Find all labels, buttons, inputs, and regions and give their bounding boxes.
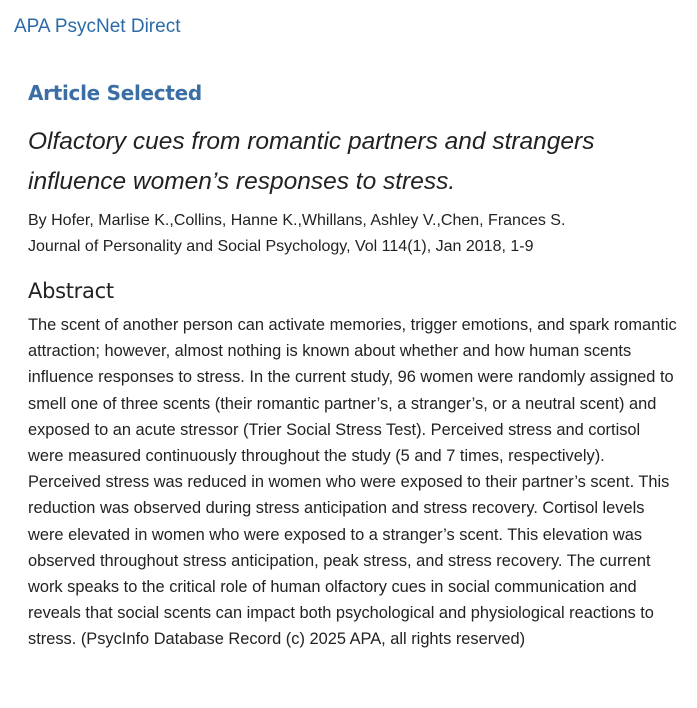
author-byline: By Hofer, Marlise K.,Collins, Hanne K.,Whillans, Ashley V.,Chen, Frances S. — [28, 212, 566, 229]
article-title: Olfactory cues from romantic partners and strangers influence women’s responses to stress. — [28, 128, 595, 195]
brand-link[interactable]: APA PsycNet Direct — [14, 16, 181, 37]
journal-citation: Journal of Personality and Social Psychology, Vol 114(1), Jan 2018, 1-9 — [28, 238, 534, 255]
article-content — [28, 80, 680, 653]
abstract-heading: Abstract — [28, 279, 114, 303]
section-label: Article Selected — [28, 81, 202, 105]
abstract-text: The scent of another person can activate memories, trigger emotions, and spark romantic attraction; however, almost nothing is known about whether and how human scents influence responses to stress. In the current study, 96 women were randomly assigned to smell one of three scents (their romantic partner’s, a stranger’s, or a neutral scent) and exposed to an acute stressor (Trier Social Stress Test). Perceived stress and cortisol were measured continuously throughout the study (5 and 7 times, respectively). Perceived stress was reduced in women who were exposed to their partner’s scent. This reduction was observed during stress anticipation and stress recovery. Cortisol levels were elevated in women who were exposed to a stranger’s scent. This elevation was observed throughout stress anticipation, peak stress, and stress recovery. The current work speaks to the critical role of human olfactory cues in social communication and reveals that social scents can impact both psychological and physiological reactions to stress. (PsycInfo Database Record (c) 2025 APA, all rights reserved) — [28, 316, 677, 649]
